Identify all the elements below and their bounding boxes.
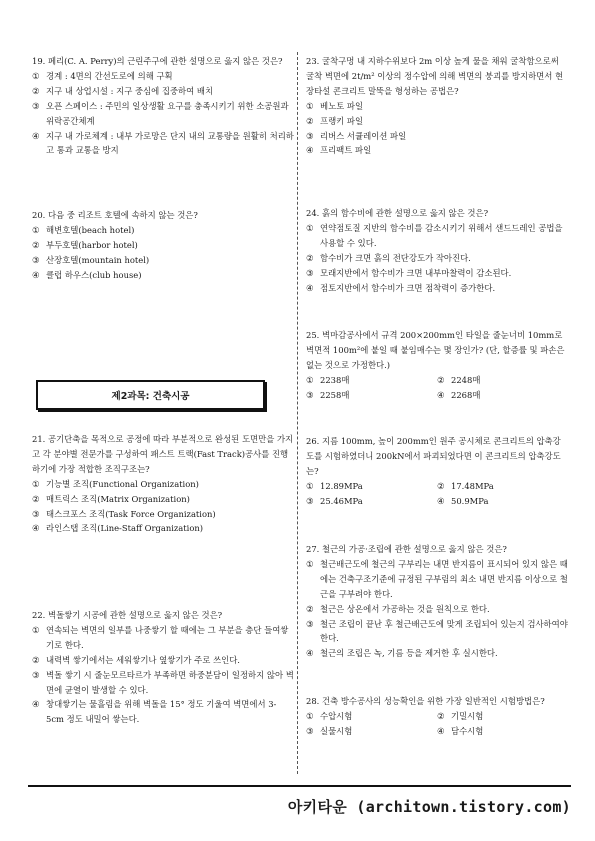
option-2: ② 17.48MPa (437, 480, 494, 491)
question-stem: 28. 건축 방수공사의 성능확인을 위한 가장 일반적인 시험방법은? (306, 696, 545, 706)
option-3: ③ 오픈 스페이스 : 주민의 일상생활 요구를 충족시키기 위한 소공원과 위락공간체계 (32, 100, 289, 126)
option-1: ① 연속되는 벽면의 일부를 나중쌓기 할 때에는 그 부분을 층단 들여쌓기로 한다. (32, 624, 289, 650)
option-4: ④ 2268매 (437, 389, 481, 400)
option-2: ② 함수비가 크면 흙의 전단강도가 작아진다. (306, 252, 471, 263)
option-2: ② 부두호텔(harbor hotel) (32, 240, 138, 251)
option-1: ① 베노토 파일 (306, 100, 364, 111)
option-row (306, 709, 568, 724)
option-4: ④ 50.9MPa (437, 495, 489, 506)
question-21 (32, 432, 294, 536)
option-3: ③ 리버스 서큘레이션 파일 (306, 130, 407, 141)
section-title-box (36, 380, 265, 410)
option-2: ② 기밀시험 (437, 710, 484, 721)
option-1: ① 철근배근도에 철근의 구부리는 내면 반지름이 표시되어 있지 않은 때에는 건축구조기준에 규정된 구부림의 최소 내면 반지름 이상으로 철근을 구부려야 한다. (306, 558, 568, 599)
option-1: ① 해변호텔(beach hotel) (32, 225, 135, 236)
option-3: ③ 철근 조립이 끝난 후 철근배근도에 맞게 조립되어 있는지 검사하여야 한다. (306, 618, 568, 644)
question-26 (306, 434, 568, 509)
right-column (306, 54, 568, 736)
option-2: ② 프랭키 파일 (306, 115, 364, 126)
question-20 (32, 208, 294, 283)
option-3: ③ 25.46MPa (306, 495, 363, 506)
option-4: ④ 담수시험 (437, 725, 484, 736)
option-row (306, 373, 568, 388)
column-divider (297, 52, 298, 774)
option-2: ② 지구 내 상업시설 : 지구 중심에 집중하여 배치 (32, 85, 214, 96)
option-row (306, 494, 568, 509)
option-2: ② 매트릭스 조직(Matrix Organization) (32, 493, 190, 504)
option-2: ② 철근은 상온에서 가공하는 것을 원칙으로 한다. (306, 603, 490, 614)
question-stem: 23. 굴착구멍 내 지하수위보다 2m 이상 높게 물을 채워 굴착함으로써 굴착 벽면에 2t/m² 이상의 정수압에 의해 벽면의 붕괴를 방지하면서 현장타설 콘크리트 말뚝을 형성하는 공법은? (306, 56, 564, 96)
question-stem: 20. 다음 중 리조트 호텔에 속하지 않는 것은? (32, 210, 198, 221)
question-23 (306, 54, 568, 158)
question-stem: 21. 공기단축을 목적으로 공정에 따라 부분적으로 완성된 도면만을 가지고 각 분야별 전문가를 구성하여 패스트 트랙(Fast Track)공사를 진행하기에 가장 적합한 조직구조는? (32, 434, 294, 474)
option-4: ④ 라인스탭 조직(Line-Staff Organization) (32, 523, 204, 534)
question-stem: 19. 페리(C. A. Perry)의 근린주구에 관한 설명으로 옳지 않은 것은? (32, 56, 283, 66)
option-1: ① 2238매 (306, 374, 350, 385)
question-25 (306, 328, 568, 403)
question-27 (306, 542, 568, 661)
option-3: ③ 모래지반에서 함수비가 크면 내부마찰력이 감소된다. (306, 267, 512, 278)
option-3: ③ 산장호텔(mountain hotel) (32, 255, 150, 266)
question-stem: 24. 흙의 함수비에 관한 설명으로 옳지 않은 것은? (306, 208, 489, 218)
option-row (306, 479, 568, 494)
option-2: ② 2248매 (437, 374, 481, 385)
option-row (306, 388, 568, 403)
option-1: ① 12.89MPa (306, 480, 363, 491)
option-4: ④ 클럽 하우스(club house) (32, 269, 142, 280)
question-stem: 26. 지름 100mm, 높이 200mm인 원주 공시체로 콘크리트의 압축강도를 시험하였더니 200kN에서 파괴되었다면 이 콘크리트의 압축강도는? (306, 436, 561, 476)
option-1: ① 수압시험 (306, 710, 353, 721)
question-19 (32, 54, 294, 158)
question-stem: 27. 철근의 가공·조립에 관한 설명으로 옳지 않은 것은? (306, 544, 507, 554)
footer-watermark: 아키타운 (architown.tistory.com) (287, 798, 571, 816)
option-1: ① 연약점토질 지반의 함수비를 감소시키기 위해서 샌드드레인 공법을 사용할 수 있다. (306, 222, 563, 248)
footer-rule (28, 785, 571, 787)
option-4: ④ 창대쌓기는 물흘림을 위해 벽돌을 15° 정도 기울여 벽면에서 3-5cm 정도 내밀어 쌓는다. (32, 699, 277, 725)
section-title: 제2과목: 건축시공 (111, 391, 190, 402)
option-1: ① 기능별 조직(Functional Organization) (32, 478, 199, 489)
question-24 (306, 206, 568, 295)
question-stem: 22. 벽돌쌓기 시공에 관한 설명으로 옳지 않은 것은? (32, 610, 223, 620)
option-4: ④ 철근의 조립은 녹, 기름 등을 제거한 후 실시한다. (306, 648, 498, 659)
option-2: ② 내력벽 쌓기에서는 세워쌓기나 옆쌓기가 주로 쓰인다. (32, 654, 240, 665)
question-22 (32, 608, 294, 727)
question-stem: 25. 벽마감공사에서 규격 200×200mm인 타일을 줄눈너비 10mm로 벽면적 100m²에 붙일 때 붙임매수는 몇 장인가? (단, 할증률 및 파손은 없는 것으로 가정한다.) (306, 330, 565, 370)
option-4: ④ 점토지반에서 함수비가 크면 점착력이 증가한다. (306, 282, 496, 293)
question-28 (306, 694, 568, 739)
option-row (306, 724, 568, 739)
option-3: ③ 2258매 (306, 389, 350, 400)
option-3: ③ 실물시험 (306, 725, 353, 736)
option-4: ④ 프리팩트 파일 (306, 145, 372, 156)
option-3: ③ 태스크포스 조직(Task Force Organization) (32, 508, 216, 519)
option-1: ① 경계 : 4면의 간선도로에 의해 구획 (32, 70, 173, 81)
option-3: ③ 벽돌 쌓기 시 줄눈모르타르가 부족하면 하중분담이 일정하지 않아 벽면에 균열이 발생할 수 있다. (32, 669, 294, 695)
option-4: ④ 지구 내 가로체계 : 내부 가로망은 단지 내의 교통량을 원활히 처리하고 통과 교통을 방지 (32, 130, 294, 156)
